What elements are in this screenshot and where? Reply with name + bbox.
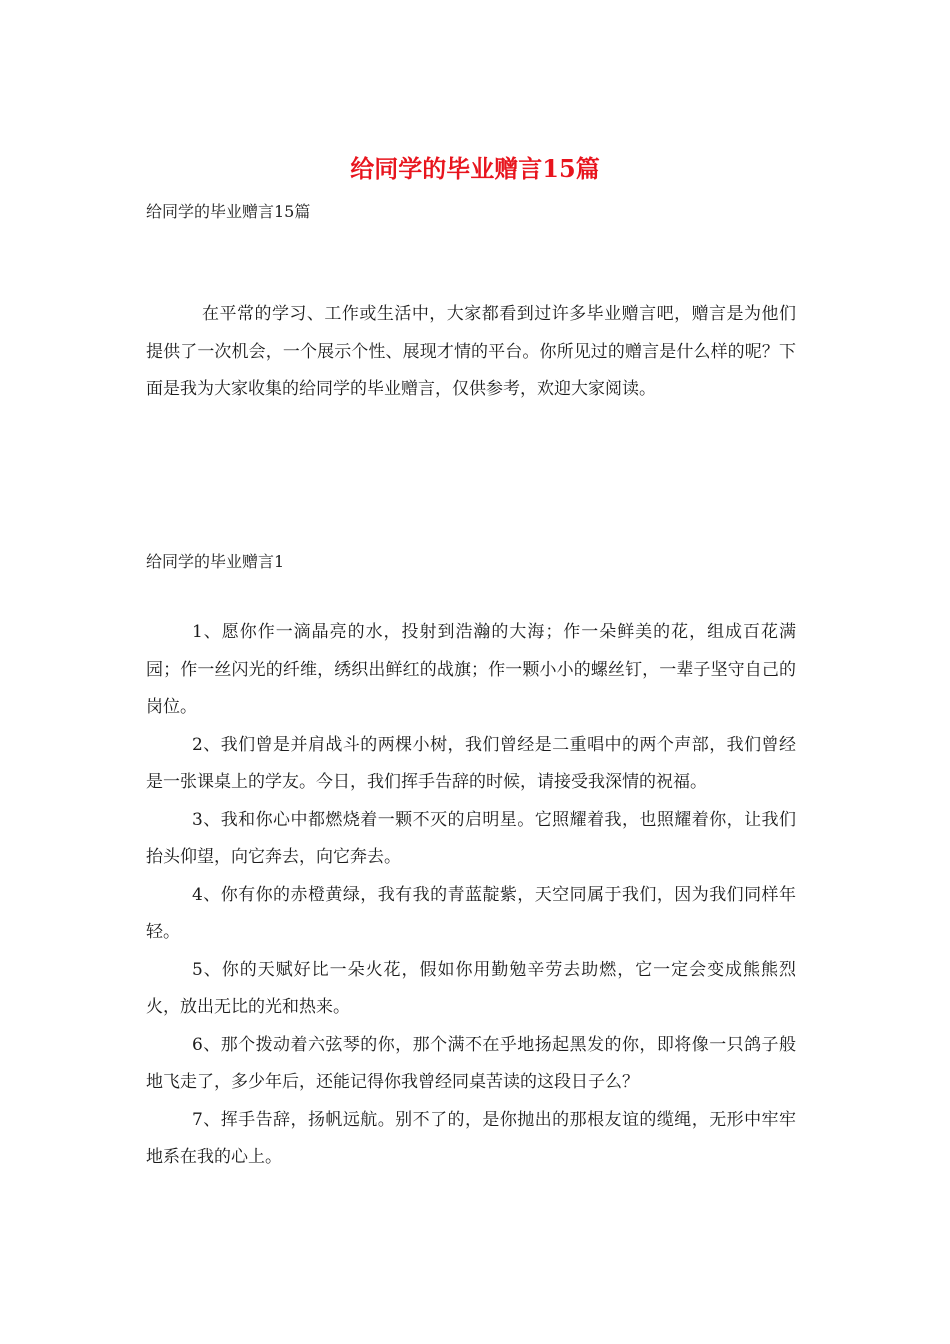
list-item: 3、我和你心中都燃烧着一颗不灭的启明星。它照耀着我，也照耀着你，让我们抬头仰望，向它奔去，向它奔去。 [146, 809, 796, 867]
list-item: 1、愿你作一滴晶亮的水，投射到浩瀚的大海；作一朵鲜美的花，组成百花满园；作一丝闪光的纤维，绣织出鲜红的战旗；作一颗小小的螺丝钉，一辈子坚守自己的岗位。 [146, 622, 796, 717]
message-list [146, 614, 796, 1177]
list-item: 7、挥手告辞，扬帆远航。别不了的，是你抛出的那根友谊的缆绳，无形中牢牢地系在我的心上。 [146, 1109, 796, 1167]
intro-paragraph: 在平常的学习、工作或生活中，大家都看到过许多毕业赠言吧，赠言是为他们提供了一次机会，一个展示个性、展现才情的平台。你所见过的赠言是什么样的呢？下面是我为大家收集的给同学的毕业赠言，仅供参考，欢迎大家阅读。 [146, 304, 796, 399]
list-item: 2、我们曾是并肩战斗的两棵小树，我们曾经是二重唱中的两个声部，我们曾经是一张课桌上的学友。今日，我们挥手告辞的时候，请接受我深情的祝福。 [146, 734, 796, 792]
list-item: 6、那个拨动着六弦琴的你，那个满不在乎地扬起黑发的你，即将像一只鸽子般地飞走了，多少年后，还能记得你我曾经同桌苦读的这段日子么？ [146, 1034, 796, 1092]
section-heading: 给同学的毕业赠言1 [146, 552, 285, 571]
document-subtitle: 给同学的毕业赠言15篇 [146, 202, 311, 221]
list-item: 4、你有你的赤橙黄绿，我有我的青蓝靛紫，天空同属于我们，因为我们同样年轻。 [146, 884, 796, 942]
list-item: 5、你的天赋好比一朵火花，假如你用勤勉辛劳去助燃，它一定会变成熊熊烈火，放出无比的光和热来。 [146, 959, 796, 1017]
document-title: 给同学的毕业赠言15篇 [350, 154, 600, 183]
